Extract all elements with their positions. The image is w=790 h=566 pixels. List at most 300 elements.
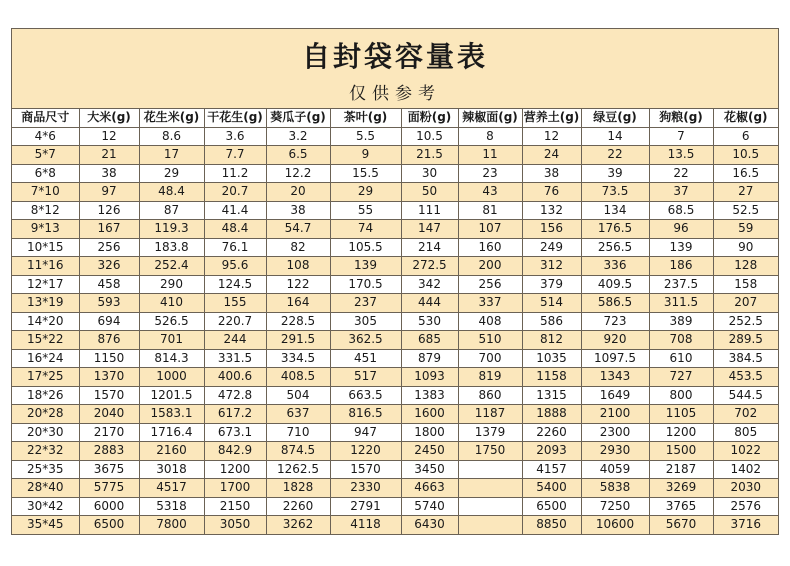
value-cell: 1379 [458,423,522,442]
value-cell: 164 [266,294,330,313]
value-cell: 2330 [330,479,401,498]
value-cell: 3269 [649,479,713,498]
value-cell: 1035 [522,349,581,368]
value-cell: 4059 [581,460,649,479]
value-cell: 311.5 [649,294,713,313]
value-cell: 379 [522,275,581,294]
value-cell: 617.2 [204,405,266,424]
value-cell: 256 [79,238,139,257]
title-banner [12,29,778,109]
value-cell: 59 [713,220,778,239]
size-cell: 5*7 [12,146,79,165]
table-row [12,331,778,350]
value-cell: 2883 [79,442,139,461]
column-header: 狗粮(g) [649,109,713,127]
value-cell: 5400 [522,479,581,498]
size-cell: 13*19 [12,294,79,313]
value-cell: 453.5 [713,368,778,387]
table-row [12,460,778,479]
value-cell: 5775 [79,479,139,498]
value-cell: 252.5 [713,312,778,331]
value-cell: 504 [266,386,330,405]
value-cell: 155 [204,294,266,313]
value-cell: 920 [581,331,649,350]
value-cell: 7800 [139,516,204,534]
value-cell: 13.5 [649,146,713,165]
value-cell: 2300 [581,423,649,442]
value-cell: 1187 [458,405,522,424]
value-cell: 252.4 [139,257,204,276]
value-cell: 158 [713,275,778,294]
value-cell: 7 [649,127,713,146]
value-cell: 2093 [522,442,581,461]
size-cell: 9*13 [12,220,79,239]
table-row [12,146,778,165]
value-cell: 4663 [401,479,458,498]
value-cell: 119.3 [139,220,204,239]
value-cell: 2187 [649,460,713,479]
value-cell: 1383 [401,386,458,405]
value-cell: 22 [649,164,713,183]
value-cell: 842.9 [204,442,266,461]
value-cell: 5670 [649,516,713,534]
value-cell: 947 [330,423,401,442]
capacity-sheet [11,28,779,535]
size-cell: 14*20 [12,312,79,331]
value-cell: 10600 [581,516,649,534]
value-cell: 472.8 [204,386,266,405]
value-cell: 444 [401,294,458,313]
value-cell: 1700 [204,479,266,498]
value-cell: 526.5 [139,312,204,331]
value-cell: 8850 [522,516,581,534]
value-cell: 874.5 [266,442,330,461]
value-cell: 5740 [401,497,458,516]
value-cell: 111 [401,201,458,220]
column-header: 花生米(g) [139,109,204,127]
value-cell: 9 [330,146,401,165]
value-cell: 38 [266,201,330,220]
value-cell: 1315 [522,386,581,405]
value-cell: 3.6 [204,127,266,146]
value-cell: 244 [204,331,266,350]
value-cell: 2576 [713,497,778,516]
table-row [12,164,778,183]
value-cell: 30 [401,164,458,183]
size-cell: 4*6 [12,127,79,146]
table-row [12,497,778,516]
value-cell: 2930 [581,442,649,461]
value-cell: 400.6 [204,368,266,387]
value-cell: 126 [79,201,139,220]
value-cell: 610 [649,349,713,368]
value-cell: 3050 [204,516,266,534]
value-cell: 663.5 [330,386,401,405]
value-cell: 342 [401,275,458,294]
value-cell: 819 [458,368,522,387]
value-cell: 81 [458,201,522,220]
value-cell: 510 [458,331,522,350]
table-row [12,312,778,331]
value-cell: 170.5 [330,275,401,294]
value-cell: 108 [266,257,330,276]
value-cell: 3450 [401,460,458,479]
value-cell: 586 [522,312,581,331]
value-cell: 362.5 [330,331,401,350]
value-cell: 291.5 [266,331,330,350]
value-cell: 723 [581,312,649,331]
value-cell: 272.5 [401,257,458,276]
value-cell: 860 [458,386,522,405]
value-cell: 237 [330,294,401,313]
value-cell: 2791 [330,497,401,516]
value-cell: 6.5 [266,146,330,165]
value-cell: 6500 [79,516,139,534]
value-cell: 1201.5 [139,386,204,405]
size-cell: 22*32 [12,442,79,461]
value-cell: 167 [79,220,139,239]
size-cell: 28*40 [12,479,79,498]
value-cell: 1750 [458,442,522,461]
table-row [12,442,778,461]
column-header: 辣椒面(g) [458,109,522,127]
value-cell: 2030 [713,479,778,498]
size-cell: 17*25 [12,368,79,387]
value-cell: 41.4 [204,201,266,220]
value-cell: 805 [713,423,778,442]
value-cell: 11.2 [204,164,266,183]
value-cell: 1150 [79,349,139,368]
value-cell: 52.5 [713,201,778,220]
value-cell: 256.5 [581,238,649,257]
value-cell: 76 [522,183,581,202]
value-cell: 2260 [266,497,330,516]
value-cell: 207 [713,294,778,313]
value-cell: 15.5 [330,164,401,183]
value-cell: 220.7 [204,312,266,331]
value-cell: 29 [330,183,401,202]
value-cell: 8.6 [139,127,204,146]
value-cell: 408.5 [266,368,330,387]
value-cell: 160 [458,238,522,257]
table-row [12,127,778,146]
table-header-row [12,109,778,127]
value-cell: 5838 [581,479,649,498]
value-cell: 3.2 [266,127,330,146]
value-cell: 1158 [522,368,581,387]
value-cell: 55 [330,201,401,220]
value-cell: 1262.5 [266,460,330,479]
value-cell: 331.5 [204,349,266,368]
value-cell: 3765 [649,497,713,516]
size-cell: 10*15 [12,238,79,257]
column-header: 干花生(g) [204,109,266,127]
value-cell: 4118 [330,516,401,534]
value-cell: 1649 [581,386,649,405]
value-cell: 5.5 [330,127,401,146]
value-cell: 6500 [522,497,581,516]
value-cell: 90 [713,238,778,257]
value-cell: 312 [522,257,581,276]
value-cell: 21 [79,146,139,165]
table-row [12,220,778,239]
value-cell: 14 [581,127,649,146]
value-cell: 326 [79,257,139,276]
table-row [12,294,778,313]
value-cell: 673.1 [204,423,266,442]
value-cell: 1583.1 [139,405,204,424]
table-row [12,238,778,257]
value-cell: 337 [458,294,522,313]
value-cell: 2160 [139,442,204,461]
column-header: 营养土(g) [522,109,581,127]
value-cell: 147 [401,220,458,239]
value-cell: 124.5 [204,275,266,294]
size-cell: 15*22 [12,331,79,350]
value-cell: 1500 [649,442,713,461]
value-cell: 5318 [139,497,204,516]
value-cell: 50 [401,183,458,202]
column-header: 花椒(g) [713,109,778,127]
value-cell: 2150 [204,497,266,516]
value-cell: 186 [649,257,713,276]
value-cell: 12.2 [266,164,330,183]
value-cell: 290 [139,275,204,294]
value-cell: 812 [522,331,581,350]
value-cell: 2040 [79,405,139,424]
value-cell: 694 [79,312,139,331]
value-cell: 38 [522,164,581,183]
page-title: 自封袋容量表 [301,40,488,73]
value-cell: 228.5 [266,312,330,331]
value-cell: 816.5 [330,405,401,424]
value-cell: 156 [522,220,581,239]
value-cell: 1370 [79,368,139,387]
table-body [12,127,778,534]
value-cell: 637 [266,405,330,424]
value-cell: 384.5 [713,349,778,368]
column-header: 绿豆(g) [581,109,649,127]
page-subtitle: 仅供参考 [349,84,441,104]
column-header: 葵瓜子(g) [266,109,330,127]
value-cell: 1022 [713,442,778,461]
value-cell: 139 [330,257,401,276]
size-cell: 8*12 [12,201,79,220]
value-cell: 685 [401,331,458,350]
value-cell: 122 [266,275,330,294]
value-cell: 6000 [79,497,139,516]
value-cell: 708 [649,331,713,350]
value-cell: 107 [458,220,522,239]
size-cell: 30*42 [12,497,79,516]
value-cell: 289.5 [713,331,778,350]
value-cell: 876 [79,331,139,350]
table-row [12,423,778,442]
value-cell: 4157 [522,460,581,479]
value-cell: 73.5 [581,183,649,202]
value-cell: 1000 [139,368,204,387]
value-cell: 17 [139,146,204,165]
value-cell: 410 [139,294,204,313]
value-cell: 2100 [581,405,649,424]
value-cell: 37 [649,183,713,202]
size-cell: 18*26 [12,386,79,405]
value-cell: 586.5 [581,294,649,313]
value-cell: 3716 [713,516,778,534]
table-row [12,516,778,534]
value-cell: 1200 [649,423,713,442]
value-cell: 95.6 [204,257,266,276]
value-cell: 38 [79,164,139,183]
value-cell: 1097.5 [581,349,649,368]
value-cell: 409.5 [581,275,649,294]
value-cell: 237.5 [649,275,713,294]
value-cell: 139 [649,238,713,257]
table-row [12,349,778,368]
value-cell [458,497,522,516]
table-row [12,275,778,294]
value-cell: 458 [79,275,139,294]
value-cell: 11 [458,146,522,165]
value-cell: 128 [713,257,778,276]
value-cell: 544.5 [713,386,778,405]
value-cell: 48.4 [204,220,266,239]
table-row [12,386,778,405]
table-row [12,201,778,220]
table-row [12,368,778,387]
value-cell: 20.7 [204,183,266,202]
value-cell: 6 [713,127,778,146]
value-cell: 1200 [204,460,266,479]
value-cell: 16.5 [713,164,778,183]
size-cell: 25*35 [12,460,79,479]
value-cell: 24 [522,146,581,165]
value-cell: 2170 [79,423,139,442]
value-cell: 3018 [139,460,204,479]
value-cell: 7250 [581,497,649,516]
table-row [12,405,778,424]
value-cell: 700 [458,349,522,368]
size-cell: 16*24 [12,349,79,368]
value-cell: 134 [581,201,649,220]
size-cell: 12*17 [12,275,79,294]
size-cell: 6*8 [12,164,79,183]
value-cell: 800 [649,386,713,405]
value-cell: 54.7 [266,220,330,239]
value-cell: 21.5 [401,146,458,165]
size-cell: 20*28 [12,405,79,424]
value-cell: 76.1 [204,238,266,257]
value-cell: 132 [522,201,581,220]
value-cell: 176.5 [581,220,649,239]
value-cell: 702 [713,405,778,424]
value-cell: 20 [266,183,330,202]
value-cell [458,479,522,498]
value-cell: 336 [581,257,649,276]
value-cell: 97 [79,183,139,202]
value-cell [458,516,522,534]
size-cell: 35*45 [12,516,79,534]
value-cell: 389 [649,312,713,331]
value-cell: 451 [330,349,401,368]
size-cell: 7*10 [12,183,79,202]
value-cell: 12 [79,127,139,146]
value-cell: 12 [522,127,581,146]
column-header: 商品尺寸 [12,109,79,127]
table-row [12,479,778,498]
value-cell: 27 [713,183,778,202]
value-cell: 74 [330,220,401,239]
value-cell: 1105 [649,405,713,424]
capacity-table [12,109,778,534]
value-cell: 10.5 [401,127,458,146]
table-row [12,257,778,276]
value-cell: 1800 [401,423,458,442]
value-cell: 10.5 [713,146,778,165]
value-cell: 29 [139,164,204,183]
column-header: 大米(g) [79,109,139,127]
value-cell: 68.5 [649,201,713,220]
size-cell: 20*30 [12,423,79,442]
value-cell: 105.5 [330,238,401,257]
value-cell: 1600 [401,405,458,424]
value-cell: 39 [581,164,649,183]
value-cell: 4517 [139,479,204,498]
value-cell: 8 [458,127,522,146]
value-cell: 514 [522,294,581,313]
value-cell: 43 [458,183,522,202]
value-cell: 2450 [401,442,458,461]
table-row [12,183,778,202]
value-cell: 814.3 [139,349,204,368]
value-cell: 593 [79,294,139,313]
value-cell: 200 [458,257,522,276]
value-cell: 87 [139,201,204,220]
value-cell [458,460,522,479]
value-cell: 3262 [266,516,330,534]
value-cell: 249 [522,238,581,257]
value-cell: 1570 [330,460,401,479]
value-cell: 23 [458,164,522,183]
column-header: 面粉(g) [401,109,458,127]
value-cell: 334.5 [266,349,330,368]
value-cell: 1343 [581,368,649,387]
value-cell: 1570 [79,386,139,405]
value-cell: 408 [458,312,522,331]
value-cell: 879 [401,349,458,368]
value-cell: 1828 [266,479,330,498]
value-cell: 82 [266,238,330,257]
value-cell: 305 [330,312,401,331]
value-cell: 517 [330,368,401,387]
value-cell: 1220 [330,442,401,461]
value-cell: 7.7 [204,146,266,165]
value-cell: 1888 [522,405,581,424]
value-cell: 1716.4 [139,423,204,442]
value-cell: 3675 [79,460,139,479]
value-cell: 256 [458,275,522,294]
value-cell: 1093 [401,368,458,387]
value-cell: 48.4 [139,183,204,202]
value-cell: 710 [266,423,330,442]
value-cell: 6430 [401,516,458,534]
value-cell: 2260 [522,423,581,442]
value-cell: 1402 [713,460,778,479]
value-cell: 214 [401,238,458,257]
value-cell: 701 [139,331,204,350]
column-header: 茶叶(g) [330,109,401,127]
value-cell: 22 [581,146,649,165]
